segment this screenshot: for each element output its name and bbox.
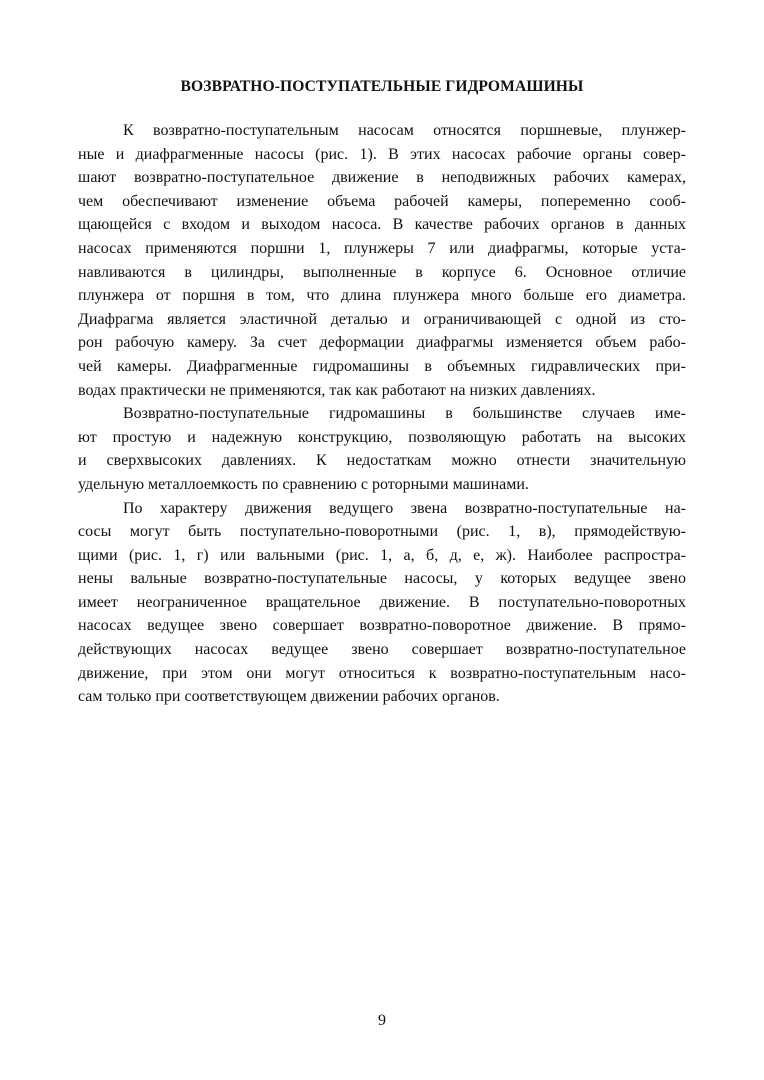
text-line: чем обеспечивают изменение объема рабочей камеры, попеременно сооб- [78, 192, 686, 210]
text-line: и сверхвысоких давлениях. К недостаткам можно отнести значительную [78, 452, 686, 470]
text-line: чей камеры. Диафрагменные гидромашины в объемных гидравлических при- [78, 357, 686, 375]
paragraph-2 [78, 402, 686, 496]
page-number: 9 [378, 1012, 386, 1029]
text-line: движение, при этом они могут относиться к возвратно-поступательным насо- [78, 664, 686, 682]
text-line: щающейся с входом и выходом насоса. В качестве рабочих органов в данных [78, 216, 686, 234]
text-line: нены вальные возвратно-поступательные насосы, у которых ведущее звено [78, 570, 686, 588]
document-body [78, 119, 686, 709]
text-line: навливаются в цилиндры, выполненные в корпусе 6. Основное отличие [78, 263, 686, 281]
text-line: щими (рис. 1, г) или вальными (рис. 1, а, б, д, е, ж). Наиболее распростра- [78, 546, 686, 564]
text-line: действующих насосах ведущее звено совершает возвратно-поступательное [78, 641, 686, 659]
text-line: Диафрагма является эластичной деталью и ограничивающей с одной из сто- [78, 310, 686, 328]
text-line: К возвратно-поступательным насосам относятся поршневые, плунжер- [123, 122, 686, 139]
text-line: ные и диафрагменные насосы (рис. 1). В этих насосах рабочие органы совер- [78, 145, 686, 163]
page-title: ВОЗВРАТНО-ПОСТУПАТЕЛЬНЫЕ ГИДРОМАШИНЫ [180, 78, 584, 95]
text-line: сам только при соответствующем движении рабочих органов. [78, 688, 500, 706]
text-line: имеет неограниченное вращательное движение. В поступательно-поворотных [78, 593, 686, 611]
paragraph-1 [78, 119, 686, 402]
text-line: водах практически не применяются, так как работают на низких давлениях. [78, 381, 596, 399]
text-line: насосах применяются поршни 1, плунжеры 7 или диафрагмы, которые уста- [78, 239, 686, 257]
text-line: удельную металлоемкость по сравнению с роторными машинами. [78, 475, 529, 493]
text-line: ют простую и надежную конструкцию, позволяющую работать на высоких [78, 428, 686, 446]
text-line: плунжера от поршня в том, что длина плунжера много больше его диаметра. [78, 287, 686, 305]
text-line: рон рабочую камеру. За счет деформации диафрагмы изменяется объем рабо- [78, 334, 686, 352]
text-line: Возвратно-поступательные гидромашины в большинстве случаев име- [123, 405, 686, 423]
text-line: сосы могут быть поступательно-поворотными (рис. 1, в), прямодействую- [78, 523, 686, 541]
text-line: По характеру движения ведущего звена возвратно-поступательные на- [123, 499, 686, 517]
text-line: насосах ведущее звено совершает возвратно-поворотное движение. В прямо- [78, 617, 686, 635]
text-line: шают возвратно-поступательное движение в неподвижных рабочих камерах, [78, 169, 686, 187]
paragraph-3 [78, 497, 686, 709]
